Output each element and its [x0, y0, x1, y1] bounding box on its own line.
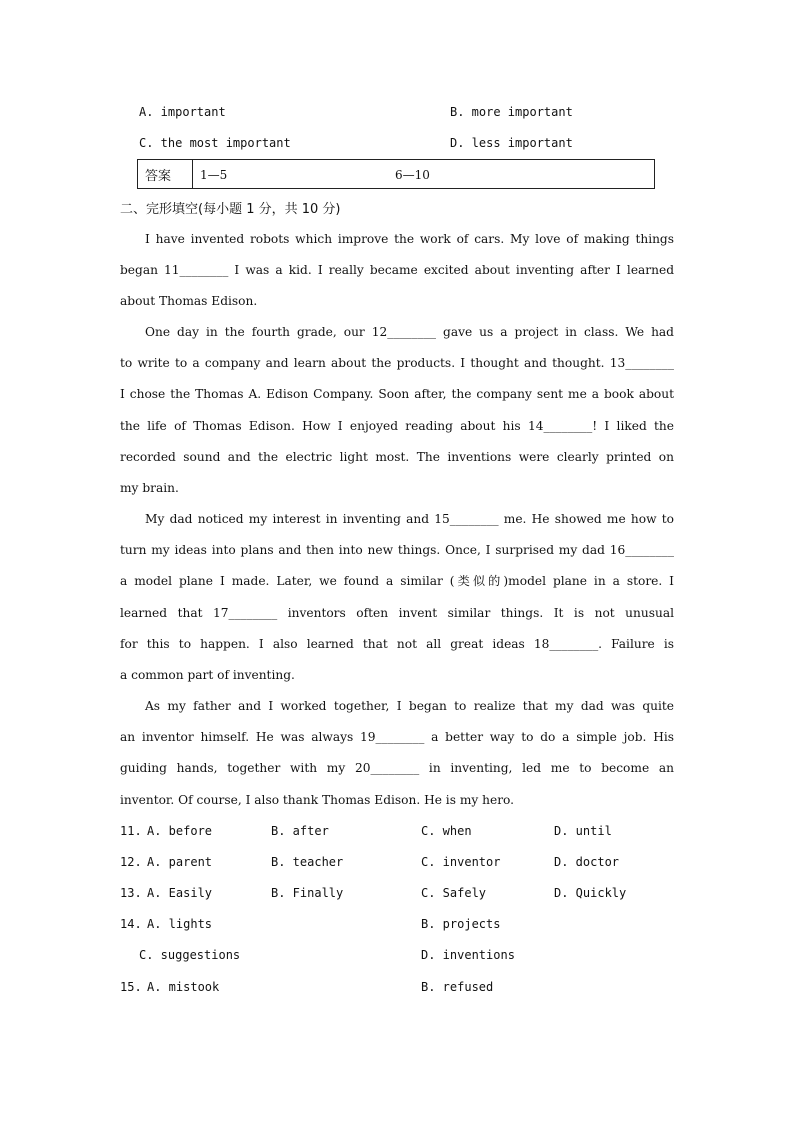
prev-option-a: A. important [139, 105, 226, 119]
passage-paragraph-3 [120, 504, 674, 691]
passage-line: for this to happen. I also learned that not all great ideas 18________. Failure is [120, 636, 674, 651]
option-b: B. Finally [271, 886, 344, 900]
option-b: B. refused [421, 980, 494, 994]
passage-line: the life of Thomas Edison. How I enjoyed reading about his 14________! I liked the [120, 418, 674, 433]
passage-line: my brain. [120, 480, 179, 495]
passage-paragraph-4 [120, 691, 674, 816]
option-d: D. doctor [554, 855, 620, 869]
option-a: A. lights [147, 917, 213, 931]
option-a: A. Easily [147, 886, 213, 900]
passage-line: recorded sound and the electric light most. The inventions were clearly printed on [120, 449, 674, 464]
passage-line: I have invented robots which improve the work of cars. My love of making things [145, 232, 674, 246]
option-d: D. until [554, 824, 612, 838]
option-c: C. Safely [421, 886, 487, 900]
question-number: 13. [120, 886, 142, 900]
option-a: A. before [147, 824, 213, 838]
option-b: B. projects [421, 917, 501, 931]
passage-paragraph-2 [120, 317, 674, 504]
prev-option-c: C. the most important [139, 136, 291, 150]
passage-line: guiding hands, together with my 20________ in inventing, led me to become an [120, 761, 674, 776]
question-number: 11. [120, 824, 142, 838]
passage-line: inventor. Of course, I also thank Thomas Edison. He is my hero. [120, 792, 515, 807]
passage-line: learned that 17________ inventors often invent similar things. It is not unusual [120, 605, 674, 620]
option-d: D. inventions [421, 948, 515, 962]
question-number: 14. [120, 917, 142, 931]
passage-line: began 11________ I was a kid. I really became excited about inventing after I learned [120, 263, 674, 278]
passage-line: I chose the Thomas A. Edison Company. Soon after, the company sent me a book about [120, 387, 674, 402]
prev-option-d: D. less important [450, 136, 573, 150]
option-c: C. inventor [421, 855, 501, 869]
question-number: 15. [120, 980, 142, 994]
passage-line: My dad noticed my interest in inventing and 15________ me. He showed me how to [145, 512, 674, 526]
answer-table [137, 159, 655, 189]
section-title: 二、完形填空(每小题 1 分，共 10 分) [120, 202, 341, 217]
passage-line: to write to a company and learn about the products. I thought and thought. 13________ [120, 356, 674, 371]
option-b: B. after [271, 824, 329, 838]
prev-option-b: B. more important [450, 105, 573, 119]
passage-line: As my father and I worked together, I began to realize that my dad was quite [145, 699, 674, 713]
passage-line: turn my ideas into plans and then into new things. Once, I surprised my dad 16________ [120, 543, 674, 558]
passage-line: a model plane I made. Later, we found a similar (类似的)model plane in a store. I [120, 574, 674, 589]
option-c: C. suggestions [139, 948, 241, 962]
passage-line: an inventor himself. He was always 19________ a better way to do a simple job. His [120, 730, 674, 745]
option-b: B. teacher [271, 855, 344, 869]
answer-table-label: 答案 [138, 160, 193, 188]
option-d: D. Quickly [554, 886, 627, 900]
passage-paragraph-1 [120, 224, 674, 318]
passage-line: a common part of inventing. [120, 667, 295, 682]
option-c: C. when [421, 824, 472, 838]
question-number: 12. [120, 855, 142, 869]
answer-range-1-5: 1—5 [200, 168, 228, 182]
answer-range-6-10: 6—10 [395, 168, 430, 182]
passage-line: about Thomas Edison. [120, 294, 258, 309]
option-a: A. parent [147, 855, 213, 869]
option-a: A. mistook [147, 980, 220, 994]
passage-line: One day in the fourth grade, our 12________ gave us a project in class. We had [145, 325, 674, 339]
